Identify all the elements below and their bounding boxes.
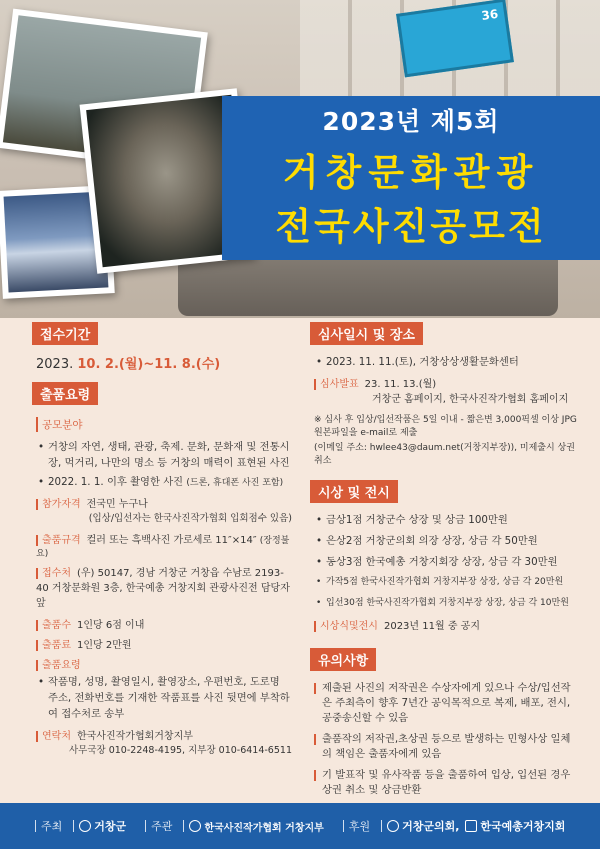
hero-banner bbox=[0, 0, 600, 318]
organizer-group: 주관 한국사진작가협회 거창지부 bbox=[140, 818, 324, 834]
award-item: • 은상2점 거창군의회 의장 상장, 상금 각 50만원 bbox=[314, 533, 578, 549]
award-item: • 가작5점 한국사진작가협회 거창지부장 상장, 상금 각 20만원 bbox=[314, 575, 578, 590]
method-bullet: • 작품명, 성명, 촬영일시, 촬영장소, 우편번호, 도로명 주소, 전화번호를 기재한 작품표를 사진 뒷면에 부착하여 접수처로 송부 bbox=[36, 674, 292, 722]
judge-note-1: ※ 심사 후 입상/입선작품은 5일 이내 - 짧은변 3,000픽셀 이상 JPG 원본파일을 e-mail로 제출 bbox=[314, 415, 577, 438]
photo-association-emblem-icon bbox=[189, 820, 201, 832]
announce-where: 거창군 홈페이지, 한국사진작가협회 홈페이지 bbox=[372, 394, 569, 405]
spec-row: 출품규격 컬러 또는 흑백사진 가로세로 11″×14″ (장정불요) bbox=[36, 535, 290, 559]
address-row: 접수처 (우) 50147, 경남 거창군 거창읍 수남로 2193-40 거창문화원 3층, 한국예총 거창지회 관광사진전 담당자 앞 bbox=[36, 568, 290, 609]
host-group: 주최 거창군 bbox=[30, 818, 126, 834]
title-line-1: 거창문화관광 bbox=[282, 151, 540, 194]
award-item: • 동상3점 한국예총 거창지회장 상장, 상금 각 30만원 bbox=[314, 554, 578, 570]
period-dates: 2023. 10. 2.(월)~11. 8.(수) bbox=[36, 357, 221, 372]
sponsor-group: 후원 거창군의회, 한국예총거창지회 bbox=[338, 818, 566, 834]
council-emblem-icon bbox=[387, 820, 399, 832]
contact-phones: 사무국장 010-2248-4195, 지부장 010-6414-6511 bbox=[68, 745, 292, 756]
qualification-note: (입상/입선자는 한국사진작가협회 입회점수 있음) bbox=[88, 513, 292, 524]
right-column bbox=[310, 322, 578, 825]
fee-row: 출품료 1인당 2만원 bbox=[36, 636, 292, 651]
method-row: 출품요령 bbox=[36, 656, 292, 671]
judge-note-2: (이메일 주소: hwlee43@daum.net(거창지부장)), 미제출시 상권 취소 bbox=[314, 443, 575, 466]
field-bullet-1: • 거창의 자연, 생태, 관광, 축제. 문화, 문화재 및 전통시장, 먹거리, 나만의 명소 등 거창의 매력이 표현된 사진 bbox=[36, 439, 292, 471]
art-federation-emblem-icon bbox=[465, 820, 477, 832]
judge-bullet: • 2023. 11. 11.(토), 거창상상생활문화센터 bbox=[314, 354, 578, 370]
geochang-emblem-icon bbox=[79, 820, 91, 832]
contest-year: 2023년 제5회 bbox=[322, 107, 500, 136]
left-column bbox=[32, 322, 292, 758]
entry-header: 출품요령 bbox=[32, 382, 98, 405]
notice-item: 기 발표작 및 유사작품 등을 출품하여 입상, 입선된 경우 상권 취소 및 상금반환 bbox=[312, 768, 578, 798]
judge-header: 심사일시 및 장소 bbox=[310, 322, 423, 345]
notice-header: 유의사항 bbox=[310, 648, 376, 671]
contact-row: 연락처 한국사진작가협회거창지부 bbox=[36, 727, 292, 742]
notice-item: 출품작의 저작권,초상권 등으로 발생하는 민형사상 일체의 책임은 출품자에게 있음 bbox=[312, 732, 578, 762]
award-item: • 금상1점 거창군수 상장 및 상금 100만원 bbox=[314, 512, 578, 528]
award-item: • 입선30점 한국사진작가협회 거창지부장 상장, 상금 각 10만원 bbox=[314, 596, 578, 611]
qualification-row: 참가자격 전국민 누구나 bbox=[36, 495, 292, 510]
footer-bar bbox=[0, 803, 600, 849]
notice-item: 제출된 사진의 저작권은 수상자에게 있으나 수상/입선작은 주최측이 향후 7년간 공익목적으로 복제, 배포, 전시, 공중송신할 수 있음 bbox=[312, 681, 578, 726]
field-label: 공모분야 bbox=[36, 417, 83, 432]
film-number: 36 bbox=[480, 6, 500, 24]
ceremony-row: 시상식및전시 2023년 11월 중 공지 bbox=[314, 617, 578, 632]
title-line-2: 전국사진공모전 bbox=[275, 205, 547, 248]
field-bullet-2: • 2022. 1. 1. 이후 촬영한 사진 (드론, 휴대폰 사진 포함) bbox=[36, 474, 292, 490]
count-row: 출품수 1인당 6점 이내 bbox=[36, 616, 292, 631]
period-header: 접수기간 bbox=[32, 322, 98, 345]
announce-row: 심사발표 23. 11. 13.(월) bbox=[314, 375, 578, 390]
awards-header: 시상 및 전시 bbox=[310, 480, 398, 503]
awards-list bbox=[310, 512, 578, 611]
